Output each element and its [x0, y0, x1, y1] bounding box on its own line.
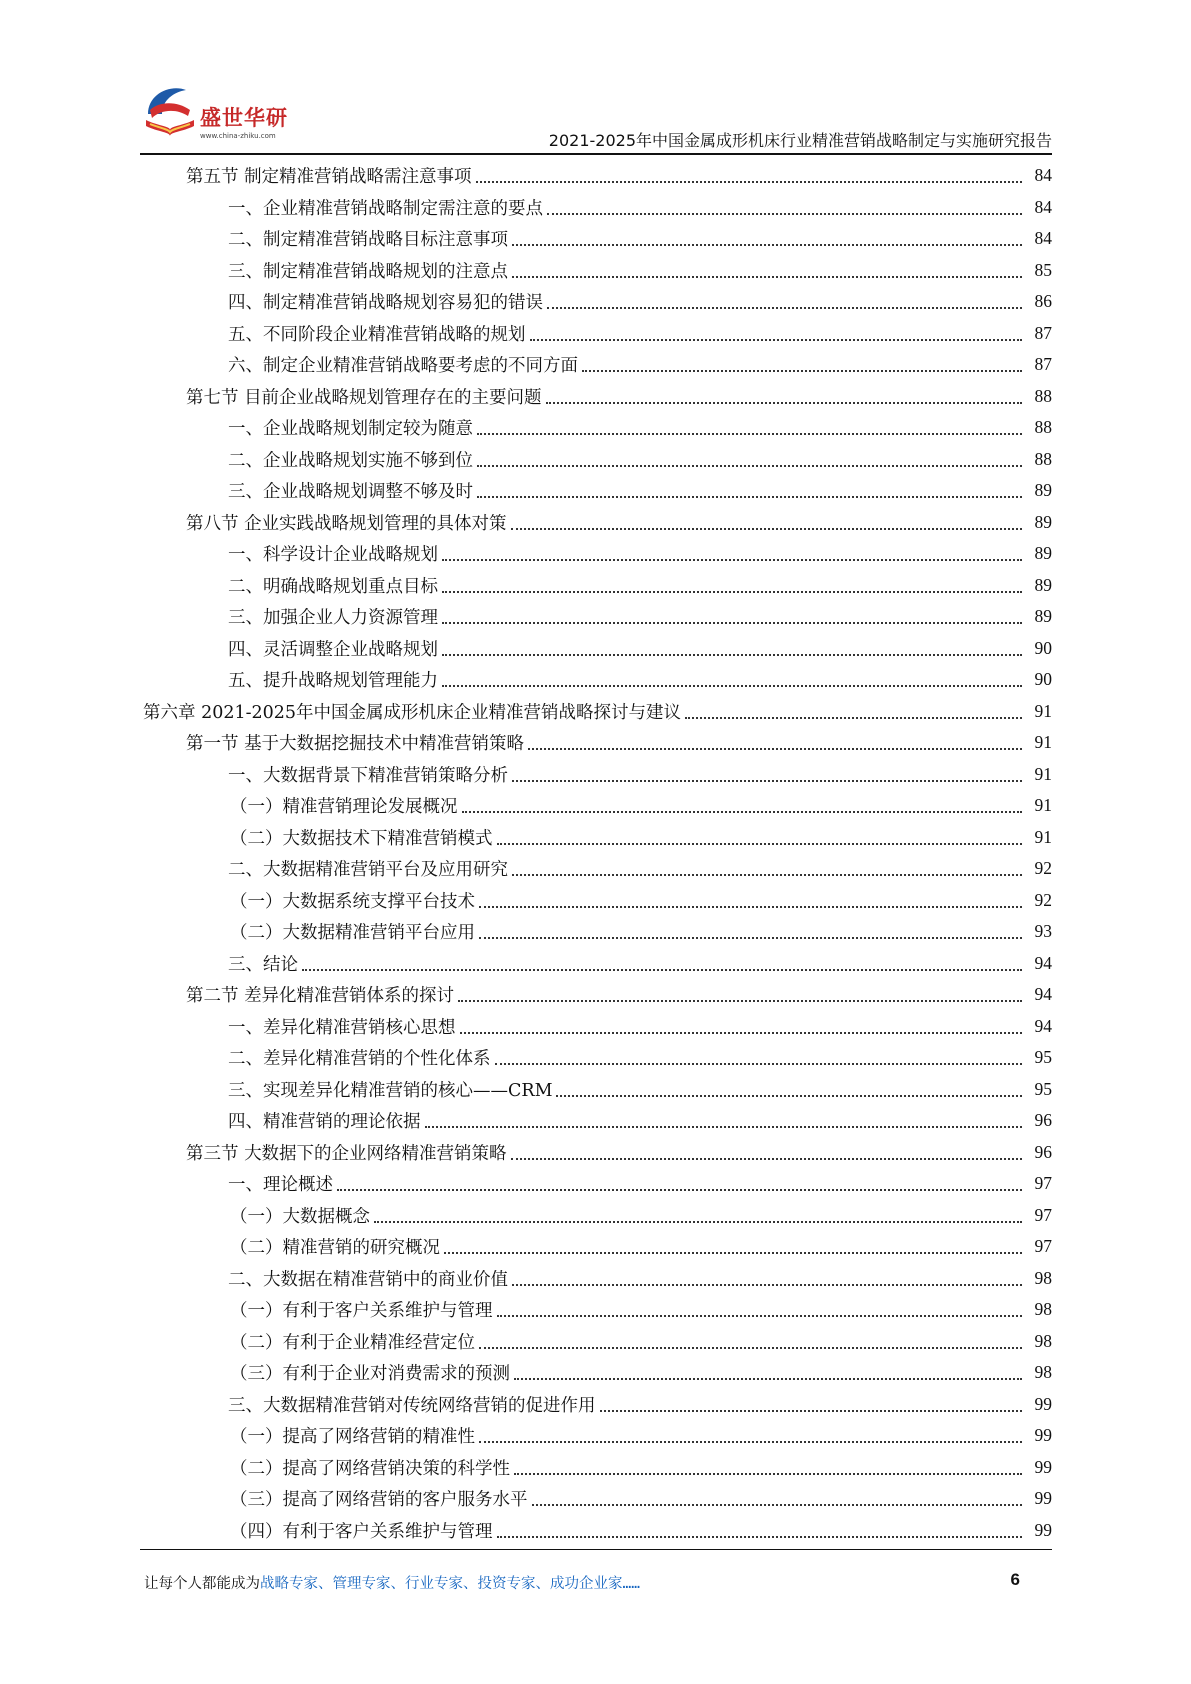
- toc-dot-leader: [514, 1472, 1022, 1475]
- toc-entry-page: 89: [1034, 511, 1052, 532]
- toc-dot-leader: [512, 873, 1022, 876]
- toc-entry[interactable]: [140, 696, 1052, 728]
- toc-dot-leader: [442, 684, 1022, 687]
- slogan-highlight-text: 战略专家、管理专家、行业专家、投资专家、成功企业家……: [260, 1576, 640, 1592]
- toc-entry-page: 99: [1034, 1393, 1052, 1414]
- toc-entry-page: 84: [1034, 196, 1052, 217]
- toc-entry-title: 六、制定企业精准营销战略要考虑的不同方面: [228, 356, 578, 377]
- toc-entry[interactable]: [140, 1231, 1052, 1263]
- toc-entry-title: 五、提升战略规划管理能力: [228, 671, 438, 692]
- toc-entry-title: 一、企业精准营销战略制定需注意的要点: [228, 198, 543, 219]
- toc-entry-title: 第三节 大数据下的企业网络精准营销策略: [186, 1143, 507, 1164]
- toc-entry-page: 94: [1034, 952, 1052, 973]
- toc-entry-page: 94: [1034, 984, 1052, 1005]
- toc-entry[interactable]: [140, 160, 1052, 192]
- toc-dot-leader: [458, 999, 1022, 1002]
- toc-dot-leader: [512, 275, 1022, 278]
- toc-dot-leader: [444, 1251, 1022, 1254]
- toc-entry[interactable]: [140, 1011, 1052, 1043]
- toc-entry-page: 91: [1034, 826, 1052, 847]
- toc-dot-leader: [479, 905, 1022, 908]
- page-number: 6: [1010, 1570, 1020, 1589]
- toc-entry[interactable]: [140, 948, 1052, 980]
- toc-dot-leader: [460, 1031, 1023, 1034]
- toc-dot-leader: [495, 1062, 1023, 1065]
- toc-dot-leader: [479, 936, 1022, 939]
- table-of-contents: [140, 160, 1052, 1546]
- logo-name: 盛世华研: [200, 106, 288, 130]
- toc-entry-page: 91: [1034, 700, 1052, 721]
- toc-entry[interactable]: [140, 255, 1052, 287]
- toc-entry[interactable]: [140, 444, 1052, 476]
- page-header: [140, 80, 1052, 152]
- toc-dot-leader: [462, 810, 1023, 813]
- toc-entry-page: 84: [1034, 228, 1052, 249]
- toc-entry-title: 一、理论概述: [228, 1175, 333, 1196]
- toc-entry[interactable]: [140, 223, 1052, 255]
- toc-entry[interactable]: [140, 1452, 1052, 1484]
- toc-dot-leader: [477, 432, 1022, 435]
- toc-entry[interactable]: [140, 1042, 1052, 1074]
- toc-dot-leader: [497, 842, 1023, 845]
- toc-entry-title: 三、企业战略规划调整不够及时: [228, 482, 473, 503]
- toc-entry-title: 五、不同阶段企业精准营销战略的规划: [228, 324, 526, 345]
- toc-dot-leader: [442, 653, 1022, 656]
- toc-entry-title: （二）有利于企业精准经营定位: [230, 1332, 475, 1353]
- toc-entry[interactable]: [140, 475, 1052, 507]
- header-divider: [140, 153, 1052, 155]
- toc-entry[interactable]: [140, 1515, 1052, 1547]
- toc-entry-title: 第二节 差异化精准营销体系的探讨: [186, 986, 455, 1007]
- toc-entry-title: 二、大数据在精准营销中的商业价值: [228, 1269, 508, 1290]
- toc-entry-title: 第七节 目前企业战略规划管理存在的主要问题: [186, 387, 542, 408]
- toc-entry-title: 一、企业战略规划制定较为随意: [228, 419, 473, 440]
- toc-entry[interactable]: [140, 570, 1052, 602]
- toc-entry-title: （二）提高了网络营销决策的科学性: [230, 1458, 510, 1479]
- toc-entry-page: 96: [1034, 1141, 1052, 1162]
- toc-dot-leader: [477, 464, 1022, 467]
- toc-dot-leader: [442, 590, 1022, 593]
- toc-entry-title: 二、明确战略规划重点目标: [228, 576, 438, 597]
- toc-entry[interactable]: [140, 507, 1052, 539]
- toc-entry-title: （三）有利于企业对消费需求的预测: [230, 1364, 510, 1385]
- toc-entry-page: 89: [1034, 574, 1052, 595]
- toc-entry[interactable]: [140, 349, 1052, 381]
- toc-entry-title: 二、大数据精准营销平台及应用研究: [228, 860, 508, 881]
- toc-entry-title: 四、制定精准营销战略规划容易犯的错误: [228, 293, 543, 314]
- toc-dot-leader: [442, 621, 1022, 624]
- toc-entry-page: 89: [1034, 606, 1052, 627]
- toc-entry-page: 90: [1034, 669, 1052, 690]
- toc-entry[interactable]: [140, 192, 1052, 224]
- toc-entry-page: 96: [1034, 1110, 1052, 1131]
- toc-entry[interactable]: [140, 1200, 1052, 1232]
- toc-entry[interactable]: [140, 1105, 1052, 1137]
- toc-dot-leader: [530, 338, 1023, 341]
- toc-entry-page: 91: [1034, 795, 1052, 816]
- toc-entry-page: 95: [1034, 1047, 1052, 1068]
- toc-entry[interactable]: [140, 1137, 1052, 1169]
- toc-dot-leader: [374, 1220, 1022, 1223]
- toc-dot-leader: [425, 1125, 1023, 1128]
- toc-dot-leader: [512, 243, 1022, 246]
- toc-entry-title: 二、制定精准营销战略目标注意事项: [228, 230, 508, 251]
- toc-dot-leader: [511, 1157, 1022, 1160]
- toc-dot-leader: [512, 779, 1022, 782]
- toc-entry-page: 97: [1034, 1236, 1052, 1257]
- footer-divider: [140, 1549, 1052, 1550]
- toc-dot-leader: [582, 369, 1022, 372]
- toc-entry-title: （一）大数据概念: [230, 1206, 370, 1227]
- toc-entry-title: （三）提高了网络营销的客户服务水平: [230, 1490, 528, 1511]
- logo: [140, 80, 310, 146]
- toc-entry-page: 84: [1034, 165, 1052, 186]
- toc-entry-title: （二）大数据技术下精准营销模式: [230, 828, 493, 849]
- toc-entry-page: 98: [1034, 1267, 1052, 1288]
- footer-slogan: [144, 1572, 640, 1593]
- toc-entry[interactable]: [140, 1389, 1052, 1421]
- toc-entry[interactable]: [140, 1263, 1052, 1295]
- toc-dot-leader: [532, 1503, 1023, 1506]
- toc-entry-title: 三、实现差异化精准营销的核心——CRM: [228, 1080, 553, 1101]
- toc-entry-page: 90: [1034, 637, 1052, 658]
- toc-dot-leader: [514, 1377, 1022, 1380]
- toc-entry-title: 三、加强企业人力资源管理: [228, 608, 438, 629]
- toc-entry[interactable]: [140, 822, 1052, 854]
- toc-entry-page: 89: [1034, 543, 1052, 564]
- toc-entry[interactable]: [140, 1420, 1052, 1452]
- toc-entry[interactable]: [140, 1357, 1052, 1389]
- toc-entry-title: （一）提高了网络营销的精准性: [230, 1427, 475, 1448]
- report-title: 2021-2025年中国金属成形机床行业精准营销战略制定与实施研究报告: [548, 131, 1052, 150]
- toc-entry-title: 三、制定精准营销战略规划的注意点: [228, 261, 508, 282]
- toc-entry[interactable]: [140, 318, 1052, 350]
- toc-entry-title: 三、结论: [228, 954, 298, 975]
- toc-entry[interactable]: [140, 1074, 1052, 1106]
- toc-entry-page: 86: [1034, 291, 1052, 312]
- toc-entry[interactable]: [140, 727, 1052, 759]
- toc-entry-title: 一、大数据背景下精准营销策略分析: [228, 765, 508, 786]
- toc-dot-leader: [497, 1535, 1023, 1538]
- toc-entry-page: 98: [1034, 1299, 1052, 1320]
- toc-entry[interactable]: [140, 538, 1052, 570]
- toc-entry-page: 98: [1034, 1362, 1052, 1383]
- toc-entry[interactable]: [140, 664, 1052, 696]
- toc-entry-title: （二）精准营销的研究概况: [230, 1238, 440, 1259]
- toc-entry-page: 85: [1034, 259, 1052, 280]
- toc-entry-page: 89: [1034, 480, 1052, 501]
- toc-dot-leader: [600, 1409, 1023, 1412]
- toc-entry-page: 92: [1034, 858, 1052, 879]
- toc-entry-title: 一、差异化精准营销核心思想: [228, 1017, 456, 1038]
- toc-entry[interactable]: [140, 633, 1052, 665]
- toc-entry-title: （一）大数据系统支撑平台技术: [230, 891, 475, 912]
- toc-entry[interactable]: [140, 790, 1052, 822]
- toc-entry-title: 第六章 2021-2025年中国金属成形机床企业精准营销战略探讨与建议: [143, 702, 682, 723]
- logo-url: www.china-zhiku.com: [200, 132, 276, 140]
- toc-dot-leader: [685, 716, 1022, 719]
- toc-entry-title: （二）大数据精准营销平台应用: [230, 923, 475, 944]
- toc-entry[interactable]: [140, 853, 1052, 885]
- toc-dot-leader: [442, 558, 1022, 561]
- toc-dot-leader: [476, 180, 1022, 183]
- toc-entry-page: 99: [1034, 1488, 1052, 1509]
- toc-entry-page: 92: [1034, 889, 1052, 910]
- toc-entry[interactable]: [140, 979, 1052, 1011]
- toc-entry[interactable]: [140, 759, 1052, 791]
- toc-dot-leader: [528, 747, 1022, 750]
- toc-dot-leader: [511, 527, 1022, 530]
- toc-entry[interactable]: [140, 1168, 1052, 1200]
- toc-dot-leader: [556, 1094, 1022, 1097]
- toc-entry-title: 第一节 基于大数据挖掘技术中精准营销策略: [186, 734, 525, 755]
- toc-entry-page: 91: [1034, 763, 1052, 784]
- toc-entry-page: 87: [1034, 354, 1052, 375]
- toc-entry[interactable]: [140, 1483, 1052, 1515]
- toc-entry-title: 四、精准营销的理论依据: [228, 1112, 421, 1133]
- toc-entry-page: 95: [1034, 1078, 1052, 1099]
- book-logo-icon: [140, 80, 200, 140]
- toc-dot-leader: [479, 1440, 1022, 1443]
- toc-entry-page: 93: [1034, 921, 1052, 942]
- toc-entry-title: 一、科学设计企业战略规划: [228, 545, 438, 566]
- toc-dot-leader: [477, 495, 1022, 498]
- slogan-plain-text: 让每个人都能成为: [144, 1576, 260, 1592]
- toc-dot-leader: [547, 212, 1022, 215]
- toc-entry-title: 四、灵活调整企业战略规划: [228, 639, 438, 660]
- toc-entry-page: 97: [1034, 1204, 1052, 1225]
- toc-entry-page: 87: [1034, 322, 1052, 343]
- toc-entry[interactable]: [140, 601, 1052, 633]
- toc-entry-page: 99: [1034, 1425, 1052, 1446]
- toc-entry-title: 三、大数据精准营销对传统网络营销的促进作用: [228, 1395, 596, 1416]
- toc-entry-page: 98: [1034, 1330, 1052, 1351]
- toc-entry[interactable]: [140, 412, 1052, 444]
- toc-entry-title: （一）精准营销理论发展概况: [230, 797, 458, 818]
- toc-entry-title: （四）有利于客户关系维护与管理: [230, 1521, 493, 1542]
- toc-entry-page: 91: [1034, 732, 1052, 753]
- page-footer: [140, 1572, 1052, 1596]
- toc-dot-leader: [479, 1346, 1022, 1349]
- toc-dot-leader: [497, 1314, 1023, 1317]
- toc-entry[interactable]: [140, 1326, 1052, 1358]
- toc-dot-leader: [546, 401, 1022, 404]
- toc-entry[interactable]: [140, 916, 1052, 948]
- toc-entry-title: 第五节 制定精准营销战略需注意事项: [186, 167, 472, 188]
- toc-entry[interactable]: [140, 1294, 1052, 1326]
- toc-entry-page: 99: [1034, 1456, 1052, 1477]
- toc-entry-page: 97: [1034, 1173, 1052, 1194]
- toc-dot-leader: [302, 968, 1022, 971]
- toc-entry-title: 二、企业战略规划实施不够到位: [228, 450, 473, 471]
- toc-entry[interactable]: [140, 286, 1052, 318]
- toc-entry-page: 94: [1034, 1015, 1052, 1036]
- toc-entry-title: 第八节 企业实践战略规划管理的具体对策: [186, 513, 507, 534]
- toc-entry[interactable]: [140, 885, 1052, 917]
- toc-dot-leader: [512, 1283, 1022, 1286]
- toc-entry-page: 88: [1034, 417, 1052, 438]
- toc-entry-page: 99: [1034, 1519, 1052, 1540]
- toc-entry[interactable]: [140, 381, 1052, 413]
- toc-entry-page: 88: [1034, 448, 1052, 469]
- toc-dot-leader: [337, 1188, 1022, 1191]
- toc-entry-page: 88: [1034, 385, 1052, 406]
- toc-entry-title: （一）有利于客户关系维护与管理: [230, 1301, 493, 1322]
- toc-entry-title: 二、差异化精准营销的个性化体系: [228, 1049, 491, 1070]
- toc-dot-leader: [547, 306, 1022, 309]
